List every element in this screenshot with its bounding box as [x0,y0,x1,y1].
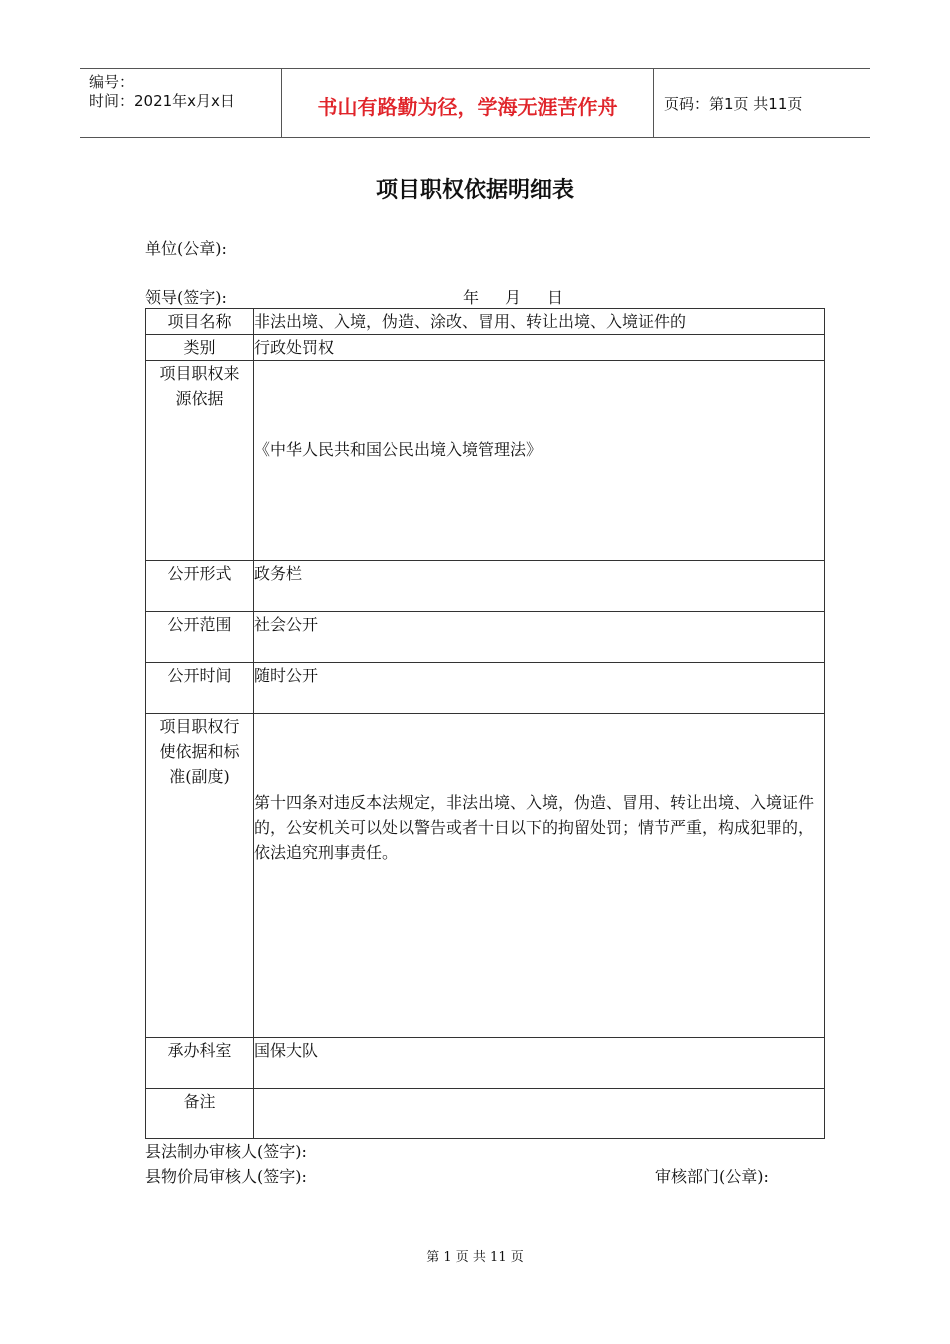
header-left-cell [80,69,282,137]
time-label: 公开时间 [146,663,254,714]
basis-label: 项目职权行使依据和标准(副度) [146,714,254,1038]
item-name-label: 项目名称 [146,309,254,335]
scope-value: 社会公开 [254,612,825,663]
office-value: 国保大队 [254,1038,825,1089]
table-row-form [146,561,825,612]
review-department-label: 审核部门(公章): [655,1167,769,1186]
item-name-value: 非法出境、入境，伪造、涂改、冒用、转让出境、入境证件的 [254,309,825,335]
form-value: 政务栏 [254,561,825,612]
document-time-label: 时间：2021年x月x日 [89,92,235,110]
form-label: 公开形式 [146,561,254,612]
header-middle-cell [282,69,654,137]
remark-value [254,1089,825,1139]
authority-detail-table [145,308,825,1139]
time-value: 随时公开 [254,663,825,714]
table-row-category [146,335,825,361]
document-number-label: 编号： [89,73,135,91]
header-right-cell [654,69,870,137]
date-month-label: 月 [505,288,522,307]
table-row-time [146,663,825,714]
page-header [80,68,870,138]
source-value: 《中华人民共和国公民出境入境管理法》 [254,361,825,561]
date-year-label: 年 [463,288,480,307]
table-row-scope [146,612,825,663]
category-label: 类别 [146,335,254,361]
table-row-remark [146,1089,825,1139]
header-motto: 书山有路勤为径，学海无涯苦作舟 [317,95,618,119]
source-label: 项目职权来源依据 [146,361,254,561]
remark-label: 备注 [146,1089,254,1139]
page-footer: 第 1 页 共 11 页 [426,1250,524,1265]
table-row-basis [146,714,825,1038]
category-value: 行政处罚权 [254,335,825,361]
table-row-office [146,1038,825,1089]
leader-signature-label: 领导(签字): [145,288,227,307]
table-row-item-name [146,309,825,335]
price-reviewer-label: 县物价局审核人(签字): [145,1167,307,1186]
table-row-source [146,361,825,561]
basis-value: 第十四条对违反本法规定，非法出境、入境，伪造、冒用、转让出境、入境证件的，公安机关可以处以警告或者十日以下的拘留处罚；情节严重，构成犯罪的，依法追究刑事责任。 [254,714,825,1038]
office-label: 承办科室 [146,1038,254,1089]
date-day-label: 日 [547,288,564,307]
leader-signature-row [145,285,825,307]
document-title: 项目职权依据明细表 [375,178,574,203]
legal-reviewer-label: 县法制办审核人(签字): [145,1142,307,1161]
unit-seal-label: 单位(公章): [145,239,227,258]
scope-label: 公开范围 [146,612,254,663]
header-page-info: 页码：第1页 共11页 [664,95,803,113]
